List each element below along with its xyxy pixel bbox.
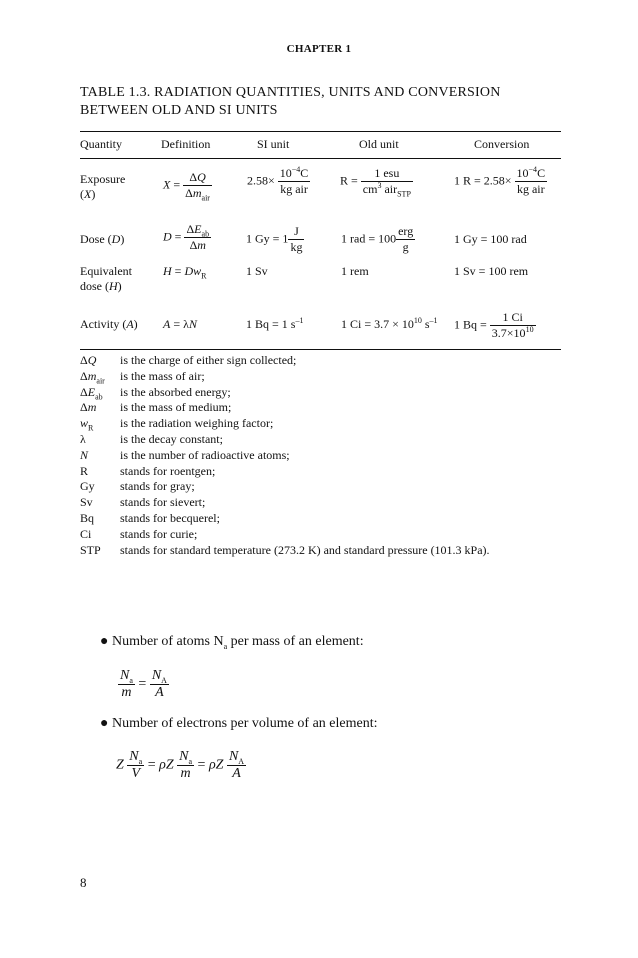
row-activity-conversion: 1 Bq = $\frac{1 Ci}{3.7\times 10^{10}}$ xyxy=(454,310,534,340)
note-row: R stands for roentgen; xyxy=(80,463,216,478)
chapter-header: CHAPTER 1 xyxy=(286,43,352,55)
note-row: $w_R$ is the radiation weighing factor; xyxy=(80,416,274,433)
note-symbol: N xyxy=(80,447,89,462)
note-symbol: R xyxy=(80,463,89,478)
row-exposure-conversion: 1 R = 2.58× $\frac{10^{-4}C}{\text{kg air}}$ xyxy=(454,165,546,196)
row-dose-old-unit: 1 rad = 100 $\frac{\text{erg}}{g}$ xyxy=(341,224,414,254)
equation-atoms-per-mass: $\frac{N_a}{m}$ = $\frac{N_A}{A}$ xyxy=(120,668,167,700)
table-bottom-rule xyxy=(80,349,561,350)
column-header-si-unit: SI unit xyxy=(257,137,290,151)
row-dose-definition: D = $\frac{\Delta E_{ab}}{\Delta m}$ xyxy=(163,222,210,252)
note-symbol: $\Delta m_{air}$ xyxy=(80,368,105,386)
note-symbol: Δm xyxy=(80,400,97,415)
note-row: Bq stands for becquerel; xyxy=(80,510,220,525)
note-row: $\Delta E_{ab}$ is the absorbed energy; xyxy=(80,384,231,401)
row-activity-si-unit: 1 Bq = 1 $s^{-1}$ xyxy=(246,316,304,331)
row-dose-si-unit: 1 Gy = 1 $\frac{J}{kg}$ xyxy=(246,224,303,254)
note-symbol: Sv xyxy=(80,495,93,510)
column-header-old-unit: Old unit xyxy=(359,137,399,151)
note-row: $\Delta m_{air}$ is the mass of air; xyxy=(80,368,205,386)
row-equivalent-quantity: Equivalent dose (H) xyxy=(80,264,132,293)
note-row: N is the number of radioactive atoms; xyxy=(80,447,290,462)
note-symbol: STP xyxy=(80,542,101,557)
note-row: Sv stands for sievert; xyxy=(80,495,206,510)
note-symbol: ΔQ xyxy=(80,353,97,367)
bullet-electrons-per-volume: ● Number of electrons per volume of an element: xyxy=(100,716,378,731)
note-row: Δm is the mass of medium; xyxy=(80,400,232,415)
row-activity-quantity: Activity (A) xyxy=(80,317,138,331)
note-symbol: Gy xyxy=(80,479,95,494)
row-exposure-symbol: (X) xyxy=(80,187,96,201)
row-equivalent-old-unit: 1 rem xyxy=(341,264,369,278)
note-row: STP stands for standard temperature (273.2 K) and standard pressure (101.3 kPa). xyxy=(80,542,490,557)
column-header-definition: Definition xyxy=(161,137,211,151)
note-symbol: Bq xyxy=(80,510,95,525)
row-exposure-quantity: Exposure (X) xyxy=(80,172,126,201)
note-symbol: λ xyxy=(80,431,86,446)
row-dose-quantity: Dose (D) xyxy=(80,232,125,246)
row-exposure-definition: X = $\frac{\Delta Q}{\Delta m_{air}}$ xyxy=(163,170,210,203)
note-row: λ is the decay constant; xyxy=(80,431,223,446)
note-row: Gy stands for gray; xyxy=(80,479,195,494)
note-row: ΔQ is the charge of either sign collected; xyxy=(80,353,297,367)
table-title xyxy=(80,84,560,120)
row-equivalent-conversion: 1 Sv = 100 rem xyxy=(454,264,529,278)
note-row: Ci stands for curie; xyxy=(80,526,198,541)
table-top-rule xyxy=(80,131,561,132)
row-activity-old-unit: 1 $Ci = 3.7 \times 10^{10}$ $s^{-1}$ xyxy=(341,316,438,331)
note-symbol: $w_R$ xyxy=(80,416,94,433)
row-equivalent-si-unit: 1 Sv xyxy=(246,264,268,278)
note-symbol: Ci xyxy=(80,526,92,541)
table-notes xyxy=(80,353,490,558)
table-header-rule xyxy=(80,158,561,159)
table-title-line: TABLE 1.3. RADIATION QUANTITIES, UNITS AND CONVERSION xyxy=(80,85,501,100)
column-header-quantity: Quantity xyxy=(80,137,122,151)
column-header-conversion: Conversion xyxy=(474,137,530,151)
bullet-icon: ● xyxy=(100,716,109,731)
row-dose-conversion: 1 Gy = 100 rad xyxy=(454,232,527,246)
table-title-line: BETWEEN OLD AND SI UNITS xyxy=(80,103,278,118)
bullet-icon: ● xyxy=(100,634,109,649)
page-number: 8 xyxy=(80,875,87,890)
equation-electrons-per-volume: Z $\frac{N_a}{V}$ = ρZ $\frac{N_a}{m}$ = ρZ $\frac{N_A}{A}$ xyxy=(116,749,245,781)
row-exposure-si-unit: 2.58× $\frac{10^{-4}C}{\text{kg air}}$ xyxy=(247,165,309,196)
note-symbol: $\Delta E_{ab}$ xyxy=(80,384,103,401)
bullet-atoms-per-mass: ● Number of atoms $N_a$ per mass of an element: xyxy=(100,634,364,651)
row-activity-definition: A = λN xyxy=(163,317,197,331)
row-exposure-old-unit: R = $\frac{\text{1 esu}}{cm^3 air_{STP}}$ xyxy=(340,166,411,199)
row-equivalent-definition: $H = Dw_R$ xyxy=(163,264,207,281)
